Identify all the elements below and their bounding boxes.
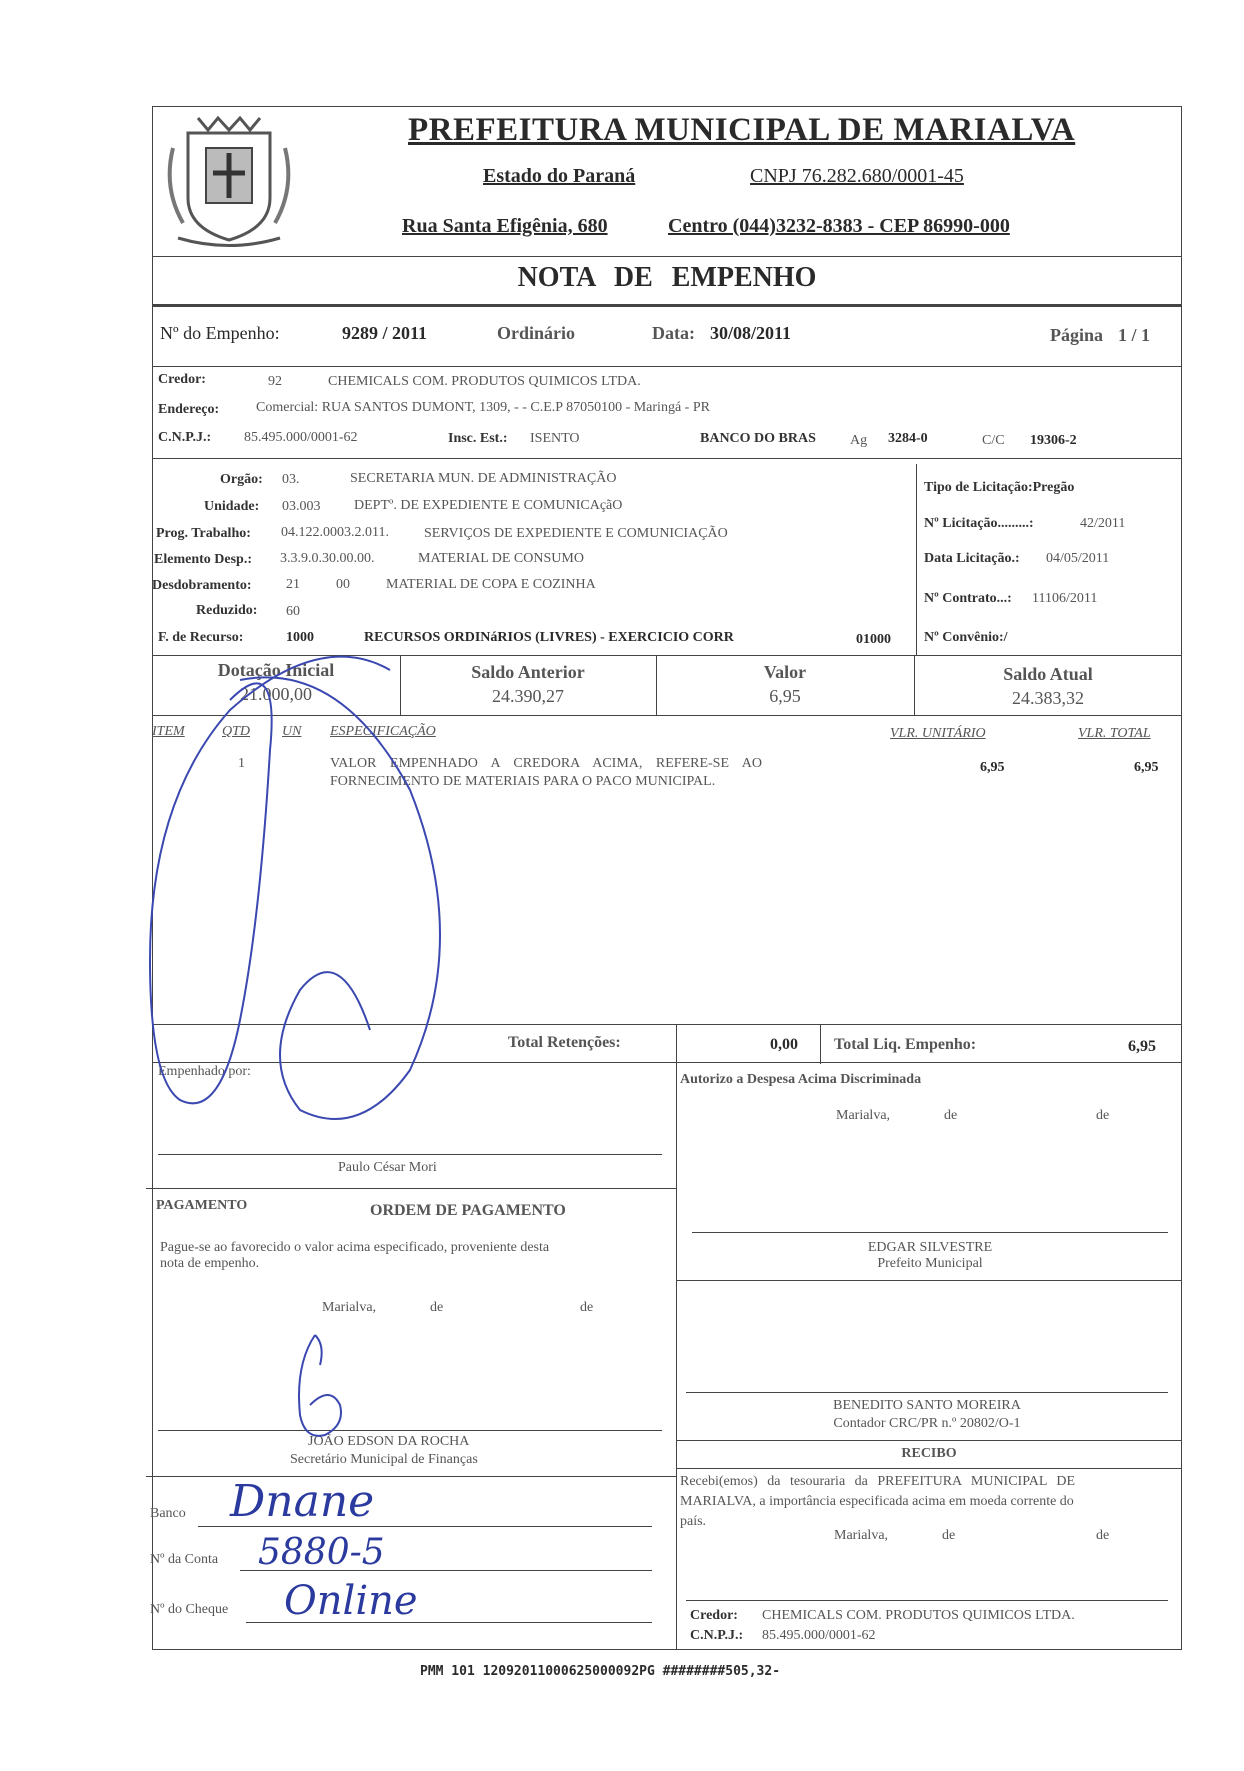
autorizo-de1: de: [944, 1108, 958, 1123]
anterior-label: Saldo Anterior: [471, 662, 585, 682]
col-vlr-unitario: VLR. UNITÁRIO: [890, 726, 986, 741]
credor-cc: 19306-2: [1030, 433, 1077, 448]
recibo-credor-label: Credor:: [690, 1608, 738, 1623]
credor-cnpj-label: C.N.P.J.:: [158, 430, 212, 445]
contador-role: Contador CRC/PR n.º 20802/O-1: [833, 1416, 1021, 1431]
liq-value: 6,95: [1128, 1038, 1156, 1055]
dotacao-label: Dotação Inicial: [217, 660, 335, 680]
credor-ag-label: Ag: [850, 433, 868, 448]
doc-title: NOTA DE EMPENHO: [517, 262, 817, 293]
licitacao-data-label: Data Licitação.:: [924, 551, 1020, 566]
elem-code: 3.3.9.0.30.00.00.: [280, 551, 375, 566]
credor-label: Credor:: [158, 372, 206, 387]
credor-name: CHEMICALS COM. PRODUTOS QUIMICOS LTDA.: [328, 374, 641, 389]
prog-name: SERVIÇOS DE EXPEDIENTE E COMUNICIAÇÃO: [424, 526, 728, 541]
cheque-label: Nº do Cheque: [150, 1602, 229, 1617]
pagamento-role: Secretário Municipal de Finanças: [290, 1452, 478, 1467]
credor-insc: ISENTO: [530, 431, 580, 446]
footer-code: PMM 101 12092011000625000092PG ########505,32-: [420, 1664, 781, 1679]
item-vlr-unitario: 6,95: [980, 760, 1005, 775]
empenho-date: 30/08/2011: [710, 323, 792, 343]
recurso-code2: 01000: [856, 632, 891, 647]
valor-value: 6,95: [769, 686, 801, 706]
desd-name: MATERIAL DE COPA E COZINHA: [386, 577, 596, 592]
recibo-cnpj: 85.495.000/0001-62: [762, 1628, 876, 1643]
licitacao-numero: 42/2011: [1080, 516, 1126, 531]
empenhado-name: Paulo César Mori: [338, 1160, 437, 1175]
header-state: Estado do Paraná: [483, 165, 636, 187]
liq-label: Total Liq. Empenho:: [834, 1036, 977, 1053]
elem-name: MATERIAL DE CONSUMO: [418, 551, 584, 566]
empenhado-label: Empenhado por:: [158, 1064, 251, 1079]
recibo-text-3: país.: [680, 1514, 707, 1529]
autorizo-city: Marialva,: [836, 1108, 891, 1123]
empenho-date-label: Data:: [652, 323, 695, 343]
credor-address-label: Endereço:: [158, 402, 220, 417]
recibo-cnpj-label: C.N.P.J.:: [690, 1628, 744, 1643]
desd-label: Desdobramento:: [152, 578, 252, 593]
col-vlr-total: VLR. TOTAL: [1078, 726, 1151, 741]
recibo-credor: CHEMICALS COM. PRODUTOS QUIMICOS LTDA.: [762, 1608, 1075, 1623]
credor-cc-label: C/C: [982, 433, 1005, 448]
contador-name: BENEDITO SANTO MOREIRA: [833, 1398, 1021, 1413]
unidade-name: DEPTº. DE EXPEDIENTE E COMUNICAçãO: [354, 498, 623, 513]
pagamento-label: PAGAMENTO: [156, 1198, 248, 1213]
contrato: 11106/2011: [1032, 591, 1098, 606]
recurso-label: F. de Recurso:: [158, 630, 244, 645]
conta-label: Nº da Conta: [150, 1552, 219, 1567]
recibo-text-2: MARIALVA, a importância especificada acima em moeda corrente do: [680, 1494, 1074, 1509]
desd-code2: 00: [336, 577, 350, 592]
orgao-name: SECRETARIA MUN. DE ADMINISTRAÇÃO: [350, 471, 617, 486]
recurso-name: RECURSOS ORDINáRIOS (LIVRES) - EXERCICIO CORR: [364, 630, 734, 645]
banco-label: Banco: [150, 1506, 186, 1521]
empenho-type: Ordinário: [497, 323, 576, 343]
credor-bank: BANCO DO BRAS: [700, 431, 816, 446]
contrato-label: Nº Contrato...:: [924, 591, 1012, 606]
item-qtd: 1: [238, 756, 245, 771]
autorizo-name: EDGAR SILVESTRE: [867, 1240, 993, 1255]
recibo-de2: de: [1096, 1528, 1110, 1543]
page-number: 1 / 1: [1118, 325, 1151, 345]
reduzido: 60: [286, 604, 300, 619]
header-address: Rua Santa Efigênia, 680: [402, 215, 608, 237]
atual-label: Saldo Atual: [1003, 664, 1093, 684]
item-vlr-total: 6,95: [1134, 760, 1159, 775]
credor-ag: 3284-0: [888, 431, 928, 446]
recibo-city: Marialva,: [834, 1528, 889, 1543]
dotacao-value: 21.000,00: [240, 684, 312, 704]
banco-handwritten: Dnane: [230, 1476, 375, 1527]
pagamento-de2: de: [580, 1300, 594, 1315]
header-cnpj: CNPJ 76.282.680/0001-45: [750, 165, 964, 187]
col-especificacao: ESPECIFICAÇÃO: [330, 724, 436, 739]
orgao-label: Orgão:: [220, 472, 263, 487]
signature-scribble: [140, 640, 460, 1180]
elem-label: Elemento Desp.:: [154, 552, 252, 567]
convenio: Nº Convênio:/: [924, 630, 1008, 645]
recurso-code: 1000: [286, 630, 314, 645]
credor-code: 92: [268, 374, 282, 389]
col-item: ITEM: [152, 724, 185, 739]
prog-code: 04.122.0003.2.011.: [281, 525, 389, 540]
header-district-phone: Centro (044)3232-8383 - CEP 86990-000: [668, 215, 1010, 237]
credor-insc-label: Insc. Est.:: [448, 431, 508, 446]
pagamento-city: Marialva,: [322, 1300, 377, 1315]
pagamento-text-1: Pague-se ao favorecido o valor acima especificado, proveniente desta: [160, 1240, 550, 1255]
header-title: PREFEITURA MUNICIPAL DE MARIALVA: [408, 112, 1076, 148]
licitacao-numero-label: Nº Licitação.........:: [924, 516, 1034, 531]
autorizo-label: Autorizo a Despesa Acima Discriminada: [680, 1072, 922, 1087]
autorizo-de2: de: [1096, 1108, 1110, 1123]
initials-signature: [285, 1325, 355, 1445]
col-un: UN: [282, 724, 302, 739]
recibo-text-1: Recebi(emos) da tesouraria da PREFEITURA MUNICIPAL DE: [680, 1474, 1076, 1489]
page-label: Página: [1050, 325, 1104, 345]
credor-cnpj: 85.495.000/0001-62: [244, 430, 358, 445]
orgao-code: 03.: [282, 472, 300, 487]
coat-of-arms: [158, 108, 300, 248]
recibo-label: RECIBO: [901, 1446, 957, 1461]
pagamento-text-2: nota de empenho.: [160, 1256, 260, 1271]
conta-handwritten: 5880-5: [258, 1532, 385, 1573]
credor-address: Comercial: RUA SANTOS DUMONT, 1309, - - C.E.P 87050100 - Maringá - PR: [256, 400, 710, 415]
autorizo-role: Prefeito Municipal: [877, 1256, 983, 1271]
cheque-handwritten: Online: [284, 1578, 418, 1624]
anterior-value: 24.390,27: [492, 686, 564, 706]
recibo-de1: de: [942, 1528, 956, 1543]
valor-label: Valor: [763, 662, 807, 682]
col-qtd: QTD: [222, 724, 251, 739]
desd-code1: 21: [286, 577, 300, 592]
atual-value: 24.383,32: [1012, 688, 1084, 708]
pagamento-de1: de: [430, 1300, 444, 1315]
ret-label: Total Retenções:: [508, 1034, 621, 1051]
licitacao-tipo: Tipo de Licitação:Pregão: [924, 480, 1075, 495]
reduzido-label: Reduzido:: [196, 603, 258, 618]
pagamento-name: JOÃO EDSON DA ROCHA: [308, 1434, 470, 1449]
item-desc-1: VALOR EMPENHADO A CREDORA ACIMA, REFERE-SE AO: [330, 756, 762, 771]
empenho-number: 9289 / 2011: [342, 323, 428, 343]
prog-label: Prog. Trabalho:: [156, 526, 251, 541]
item-desc-2: FORNECIMENTO DE MATERIAIS PARA O PACO MUNICIPAL.: [330, 774, 716, 789]
unidade-code: 03.003: [282, 499, 321, 514]
unidade-label: Unidade:: [204, 499, 260, 514]
licitacao-data: 04/05/2011: [1046, 551, 1110, 566]
empenho-number-label: Nº do Empenho:: [160, 323, 280, 343]
ordem-pagamento: ORDEM DE PAGAMENTO: [370, 1202, 566, 1219]
ret-value: 0,00: [770, 1036, 798, 1053]
